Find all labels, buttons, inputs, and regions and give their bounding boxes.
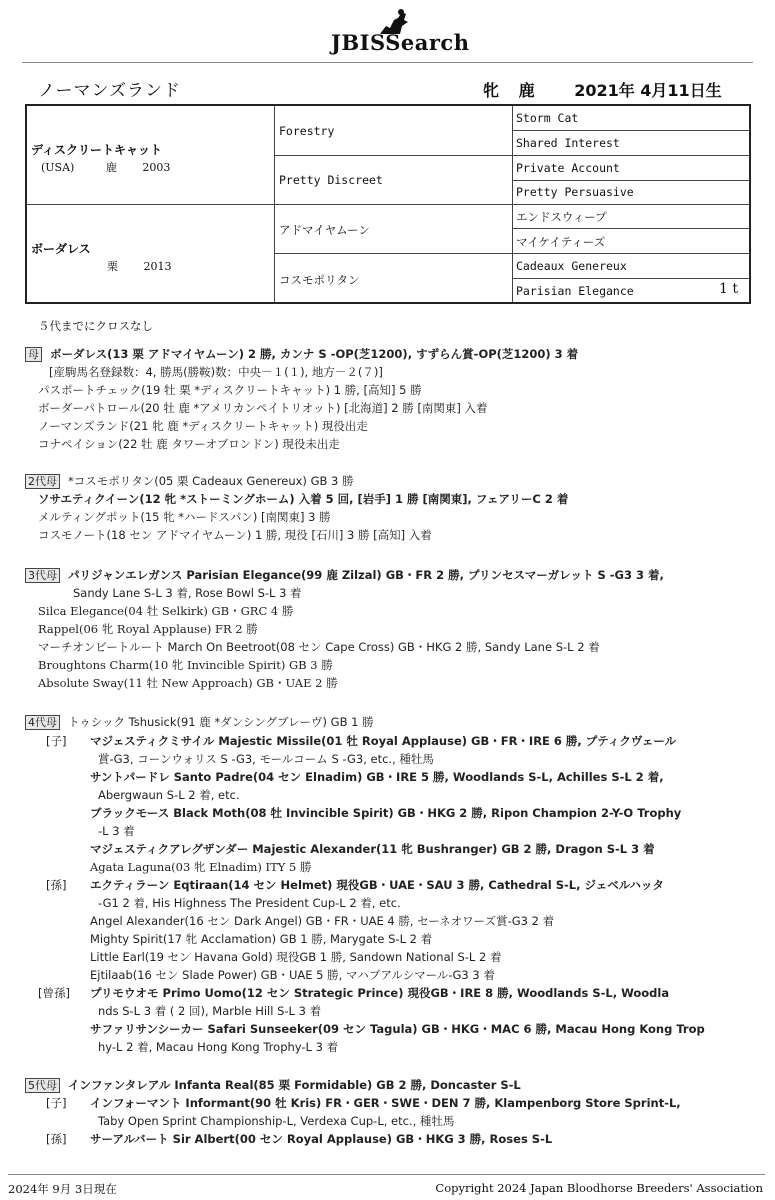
section-line: Mighty Spirit(17 牝 Acclamation) GB 1 勝, Marygate S-L 2 着 [90,932,433,946]
horse-birth: 2021年 4月11日生 [574,81,722,100]
section-line: インフォーマント Informant(90 牡 Kris) FR・GER・SWE・DEN 7 勝, Klampenborg Store Sprint-L, [90,1096,681,1110]
ped-ds[interactable]: アドマイヤムーン [279,223,370,237]
section-line: Ejtilaab(16 セン Slade Power) GB・UAE 5 勝, マハブアルシマール-G3 3 着 [90,968,495,982]
footer-rule [8,1174,765,1175]
sire-color: 鹿 [105,161,117,174]
section-line: プリモウオモ Primo Uomo(12 セン Strategic Prince) 現役GB・IRE 8 勝, Woodlands S-L, Woodla [90,986,670,1000]
section-line: hy-L 2 着, Macau Hong Kong Trophy-L 3 着 [98,1040,339,1054]
ped-ddd-mark: 1 t [719,281,738,297]
horse-info [483,78,736,101]
section-line: マーチオンビートルート March On Beetroot(08 セン Cape Cross) GB・HKG 2 勝, Sandy Lane S-L 2 着 [38,640,600,654]
logo-jbis: JBIS [331,30,386,55]
section-line: Broughtons Charm(10 牝 Invincible Spirit) GB 3 勝 [38,658,333,672]
ped-sd[interactable]: Pretty Discreet [279,173,383,187]
horse-name: ノーマンズランド [38,81,181,101]
section-line: Absolute Sway(11 牡 New Approach) GB・UAE 2 勝 [38,676,338,690]
dam-cell[interactable] [31,240,172,274]
section-line: nds S-L 3 着 ( 2 回), Marble Hill S-L 3 着 [98,1004,322,1018]
section-line: [子] [46,1096,67,1110]
section-line: -L 3 着 [98,824,135,838]
section-line: Rappel(06 牝 Royal Applause) FR 2 勝 [38,622,258,636]
section-line: Angel Alexander(16 セン Dark Angel) GB・FR・UAE 4 勝, セーネオワーズ賞-G3 2 着 [90,914,555,928]
section-line: Abergwaun S-L 2 着, etc. [98,788,240,802]
footer-copyright: Copyright 2024 Japan Bloodhorse Breeders' Association [435,1181,763,1195]
horse-sex: 牝 [483,81,500,100]
section-line: Agata Laguna(03 牝 Elnadim) ITY 5 勝 [90,860,312,874]
section-line: パスポートチェック(19 牡 栗 *ディスクリートキャット) 1 勝, [高知] 5 勝 [38,383,422,397]
section-tag: 5代母 [25,1078,60,1093]
section-line: [孫] [46,878,67,892]
section-tag: 2代母 [25,474,60,489]
ped-dsd[interactable]: マイケイティーズ [516,235,606,249]
ped-dd[interactable]: コスモポリタン [279,273,360,287]
section-line: ソサエティクイーン(12 牝 *ストーミングホーム) 入着 5 回, [岩手] 1 勝 [南関東], フェアリーC 2 着 [38,492,569,506]
jbis-logo[interactable] [0,0,775,60]
ped-ssd[interactable]: Shared Interest [516,136,620,150]
section-tag: 3代母 [25,568,60,583]
sire-cell[interactable] [31,141,170,175]
ped-sdd[interactable]: Pretty Persuasive [516,185,634,199]
dam-name[interactable]: ボーダレス [31,242,91,256]
section-line: Taby Open Sprint Championship-L, Verdexa Cup-L, etc., 種牡馬 [98,1114,455,1128]
section-line: コスモノート(18 セン アドマイヤムーン) 1 勝, 現役 [石川] 3 勝 [高知] 入着 [38,528,432,542]
ped-ddd[interactable]: Parisian Elegance [516,284,634,298]
section-line: [孫] [46,1132,67,1146]
dam-color: 栗 [107,260,118,273]
section-line: エクティラーン Eqtiraan(14 セン Helmet) 現役GB・UAE・SAU 3 勝, Cathedral S-L, ジェベルハッタ [90,878,664,892]
section-line: メルティングポット(15 牝 *ハードスパン) [南関東] 3 勝 [38,510,331,524]
ped-sss[interactable]: Storm Cat [516,111,579,125]
section-line: [子] [46,734,67,748]
section-line: ボーダーパトロール(20 牡 鹿 *アメリカンペイトリオット) [北海道] 2 勝 [南関東] 入着 [38,401,488,415]
section-line: マジェスティクミサイル Majestic Missile(01 牡 Royal Applause) GB・FR・IRE 6 勝, プティクヴェール [90,734,677,748]
dam-year: 2013 [143,260,172,273]
section-line: *コスモポリタン(05 栗 Cadeaux Genereux) GB 3 勝 [68,474,354,488]
ped-dds[interactable]: Cadeaux Genereux [516,259,627,273]
section-line: -G1 2 着, His Highness The President Cup-L 2 着, etc. [98,896,401,910]
header-rule [22,62,753,63]
section-line: Sandy Lane S-L 3 着, Rose Bowl S-L 3 着 [73,586,302,600]
section-line: [曾孫] [38,986,70,1000]
sire-origin: (USA) [41,161,75,174]
pedigree-table [25,104,751,304]
cross-note: ５代までにクロスなし [38,319,153,333]
section-line: トゥシック Tshusick(91 鹿 *ダンシングブレーヴ) GB 1 勝 [68,715,374,729]
section-line: サントパードレ Santo Padre(04 セン Elnadim) GB・IRE 5 勝, Woodlands S-L, Achilles S-L 2 着, [90,770,664,784]
sire-name[interactable]: ディスクリートキャット [31,143,163,157]
section-line: マジェスティクアレグザンダー Majestic Alexander(11 牝 Bushranger) GB 2 勝, Dragon S-L 3 着 [90,842,655,856]
ped-dss[interactable]: エンドスウィープ [516,210,607,224]
section-line: サーアルバート Sir Albert(00 セン Royal Applause) GB・HKG 3 勝, Roses S-L [90,1132,553,1146]
ped-sds[interactable]: Private Account [516,161,620,175]
section-line: ブラックモース Black Moth(08 牡 Invincible Spirit) GB・HKG 2 勝, Ripon Champion 2-Y-O Trophy [90,806,682,820]
section-tag: 母 [25,347,42,362]
section-line: [産駒馬名登録数：4, 勝馬(勝鞍)数：中央－１(１), 地方－２(７)] [49,365,383,379]
section-line: パリジャンエレガンス Parisian Elegance(99 鹿 Zilzal) GB・FR 2 勝, プリンセスマーガレット S -G3 3 着, [68,568,664,582]
section-line: サファリサンシーカー Safari Sunseeker(09 セン Tagula) GB・HKG・MAC 6 勝, Macau Hong Kong Trop [90,1022,705,1036]
section-line: 賞-G3, コーンウォリス S -G3, モールコーム S -G3, etc., 種牡馬 [98,752,434,766]
ped-ss[interactable]: Forestry [279,124,335,138]
section-line: Silca Elegance(04 牡 Selkirk) GB・GRC 4 勝 [38,604,294,618]
footer-date: 2024年 9月 3日現在 [8,1182,117,1196]
sire-year: 2003 [142,161,171,174]
section-tag: 4代母 [25,715,60,730]
section-line: ボーダレス(13 栗 アドマイヤムーン) 2 勝, カンナ S -OP(芝1200), すずらん賞-OP(芝1200) 3 着 [50,347,579,361]
logo-search: Search [385,30,470,55]
horse-color: 鹿 [518,81,535,100]
section-line: コナペイション(22 牡 鹿 タワーオブロンドン) 現役未出走 [38,437,340,451]
section-line: インファンタレアル Infanta Real(85 栗 Formidable) GB 2 勝, Doncaster S-L [68,1078,521,1092]
section-line: Little Earl(19 セン Havana Gold) 現役GB 1 勝, Sandown National S-L 2 着 [90,950,502,964]
section-line: ノーマンズランド(21 牝 鹿 *ディスクリートキャット) 現役出走 [38,419,368,433]
